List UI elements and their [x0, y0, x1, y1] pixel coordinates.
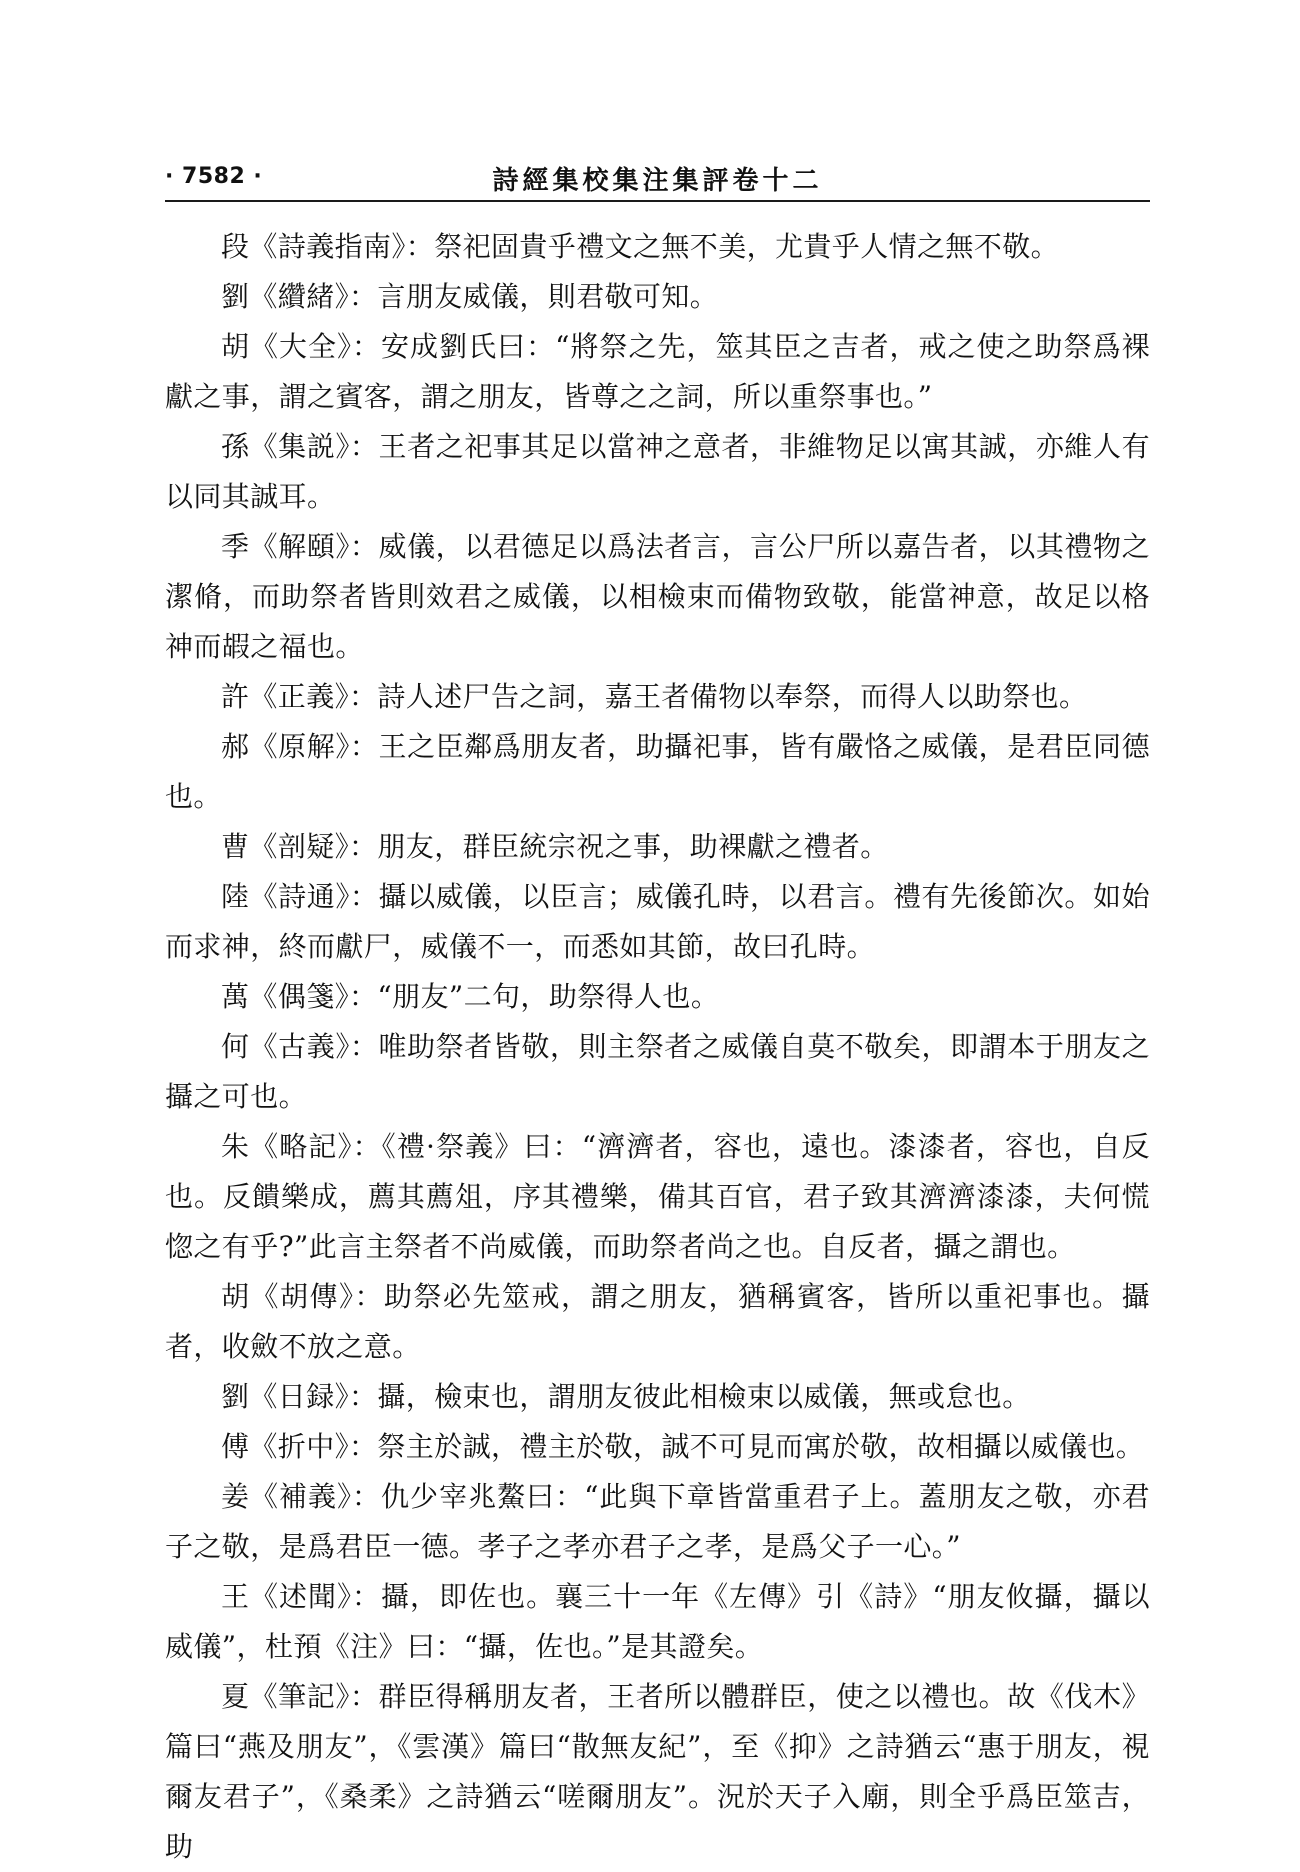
- paragraph: 曹《剖疑》：朋友，群臣統宗祝之事，助裸獻之禮者。: [221, 830, 889, 863]
- paragraph: 陸《詩通》：攝以威儀，以臣言；威儀孔時，以君言。禮有先後節次。如始而求神，終而獻尸，威儀不一，而悉如其節，故曰孔時。: [165, 880, 1150, 963]
- paragraph: 朱《略記》：《禮·祭義》曰：“濟濟者，容也，遠也。漆漆者，容也，自反也。反饋樂成，薦其薦俎，序其禮樂，備其百官，君子致其濟濟漆漆，夫何慌惚之有乎?”此言主祭者不尚威儀，而助祭者尚之也。自反者，攝之謂也。: [165, 1130, 1150, 1263]
- paragraph: 段《詩義指南》：祭祀固貴乎禮文之無不美，尤貴乎人情之無不敬。: [221, 230, 1060, 263]
- header-rule: [165, 200, 1150, 202]
- paragraph: 姜《補義》：仇少宰兆鰲曰：“此與下章皆當重君子上。蓋朋友之敬，亦君子之敬，是爲君臣一德。孝子之孝亦君子之孝，是爲父子一心。”: [165, 1480, 1150, 1563]
- running-title: 詩經集校集注集評卷十二: [492, 166, 823, 196]
- page-header: [165, 150, 1150, 198]
- paragraph: 劉《纘緒》：言朋友威儀，則君敬可知。: [221, 280, 719, 313]
- paragraph: 季《解頤》：威儀，以君德足以爲法者言，言公尸所以嘉告者，以其禮物之潔脩，而助祭者皆則效君之威儀，以相檢束而備物致敬，能當神意，故足以格神而嘏之福也。: [165, 530, 1150, 663]
- paragraph: 王《述聞》：攝，即佐也。襄三十一年《左傳》引《詩》“朋友攸攝，攝以威儀”，杜預《注》曰：“攝，佐也。”是其證矣。: [165, 1580, 1150, 1663]
- paragraph: 孫《集説》：王者之祀事其足以當神之意者，非維物足以寓其誠，亦維人有以同其誠耳。: [165, 430, 1150, 513]
- page-number: · 7582 ·: [165, 164, 263, 189]
- paragraph: 萬《偶箋》：“朋友”二句，助祭得人也。: [221, 980, 720, 1013]
- paragraph: 夏《筆記》：群臣得稱朋友者，王者所以體群臣，使之以禮也。故《伐木》篇曰“燕及朋友”，《雲漢》篇曰“散無友紀”，至《抑》之詩猶云“惠于朋友，視爾友君子”，《桑柔》之詩猶云“嗟爾朋友”。況於天子入廟，則全乎爲臣筮吉，助: [165, 1680, 1150, 1863]
- paragraph: 何《古義》：唯助祭者皆敬，則主祭者之威儀自莫不敬矣，即謂本于朋友之攝之可也。: [165, 1030, 1150, 1113]
- paragraph: 郝《原解》：王之臣鄰爲朋友者，助攝祀事，皆有嚴恪之威儀，是君臣同德也。: [165, 730, 1150, 813]
- body-text: [165, 222, 1150, 1872]
- paragraph: 胡《大全》：安成劉氏曰：“將祭之先，筮其臣之吉者，戒之使之助祭爲裸獻之事，謂之賓客，謂之朋友，皆尊之之詞，所以重祭事也。”: [165, 330, 1150, 413]
- paragraph: 胡《胡傳》：助祭必先筮戒，謂之朋友，猶稱賓客，皆所以重祀事也。攝者，收斂不放之意。: [165, 1280, 1150, 1363]
- paragraph: 傅《折中》：祭主於誠，禮主於敬，誠不可見而寓於敬，故相攝以威儀也。: [221, 1430, 1145, 1463]
- paragraph: 劉《日録》：攝，檢束也，謂朋友彼此相檢束以威儀，無或怠也。: [221, 1380, 1031, 1413]
- paragraph: 許《正義》：詩人述尸告之詞，嘉王者備物以奉祭，而得人以助祭也。: [221, 680, 1088, 713]
